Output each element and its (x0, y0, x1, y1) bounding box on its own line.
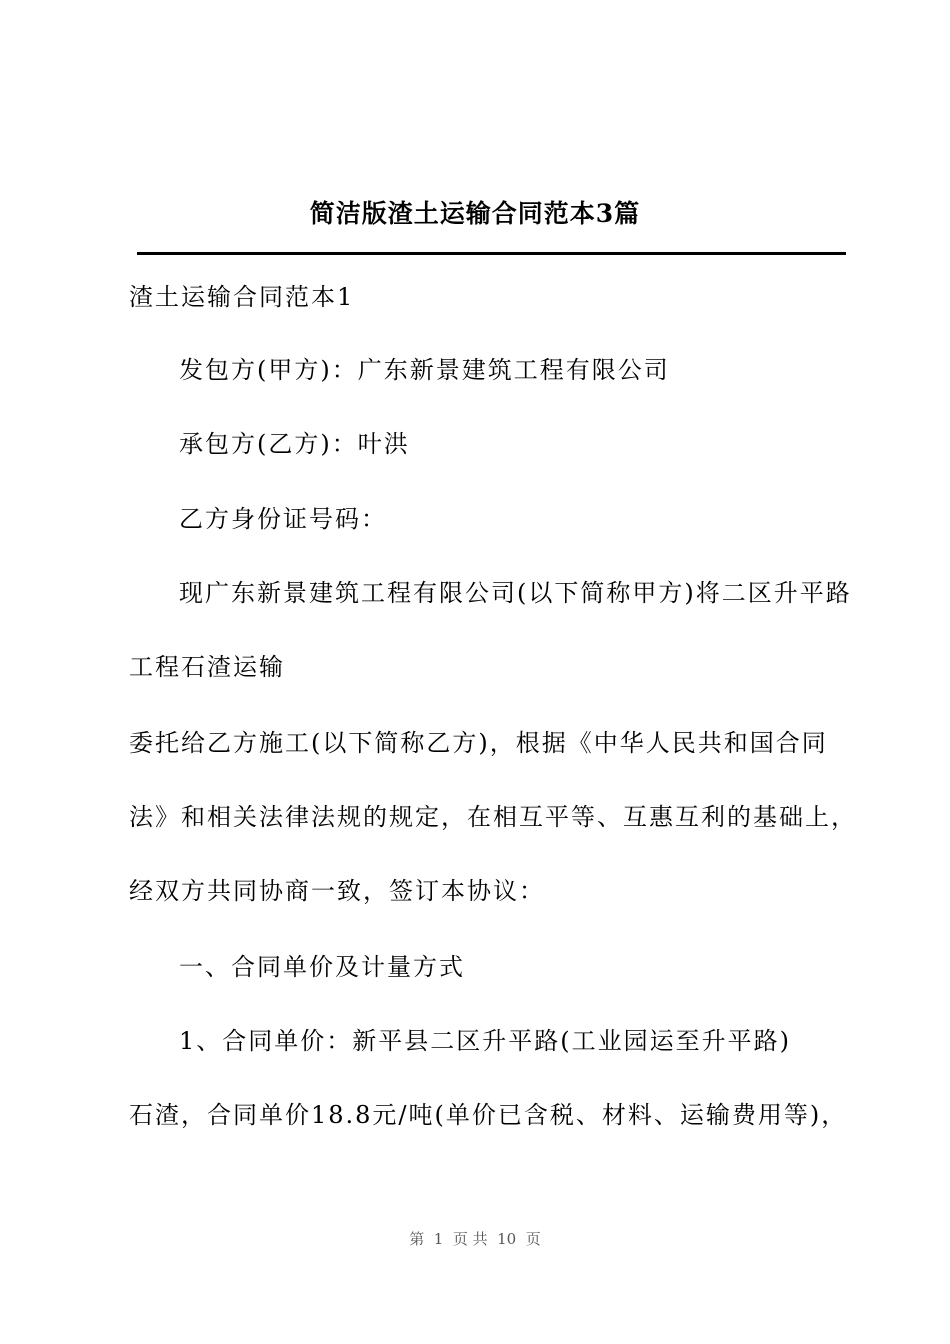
body-paragraph-line: 工程石渣运输 (129, 653, 285, 681)
body-paragraph-line: 法》和相关法律法规的规定，在相互平等、互惠互利的基础上， (129, 803, 857, 831)
document-title: 简洁版渣土运输合同范本3篇 (309, 199, 641, 228)
page-footer: 第 1 页 共 10 页 (409, 1230, 541, 1248)
party-b-line: 承包方(乙方)：叶洪 (179, 430, 410, 458)
clause-heading: 一、合同单价及计量方式 (179, 953, 465, 981)
section-heading: 渣土运输合同范本1 (129, 283, 355, 311)
body-paragraph-line: 经双方共同协商一致，签订本协议： (129, 877, 545, 905)
body-paragraph-line: 现广东新景建筑工程有限公司(以下简称甲方)将二区升平路 (179, 579, 852, 607)
party-b-id-line: 乙方身份证号码： (179, 505, 387, 533)
body-paragraph-line: 委托给乙方施工(以下简称乙方)，根据《中华人民共和国合同 (129, 729, 828, 757)
clause-item-line: 石渣，合同单价18.8元/吨(单价已含税、材料、运输费用等)， (129, 1101, 848, 1129)
party-a-line: 发包方(甲方)：广东新景建筑工程有限公司 (179, 356, 670, 384)
clause-item-line: 1、合同单价：新平县二区升平路(工业园运至升平路) (179, 1027, 791, 1055)
title-divider (137, 252, 846, 255)
